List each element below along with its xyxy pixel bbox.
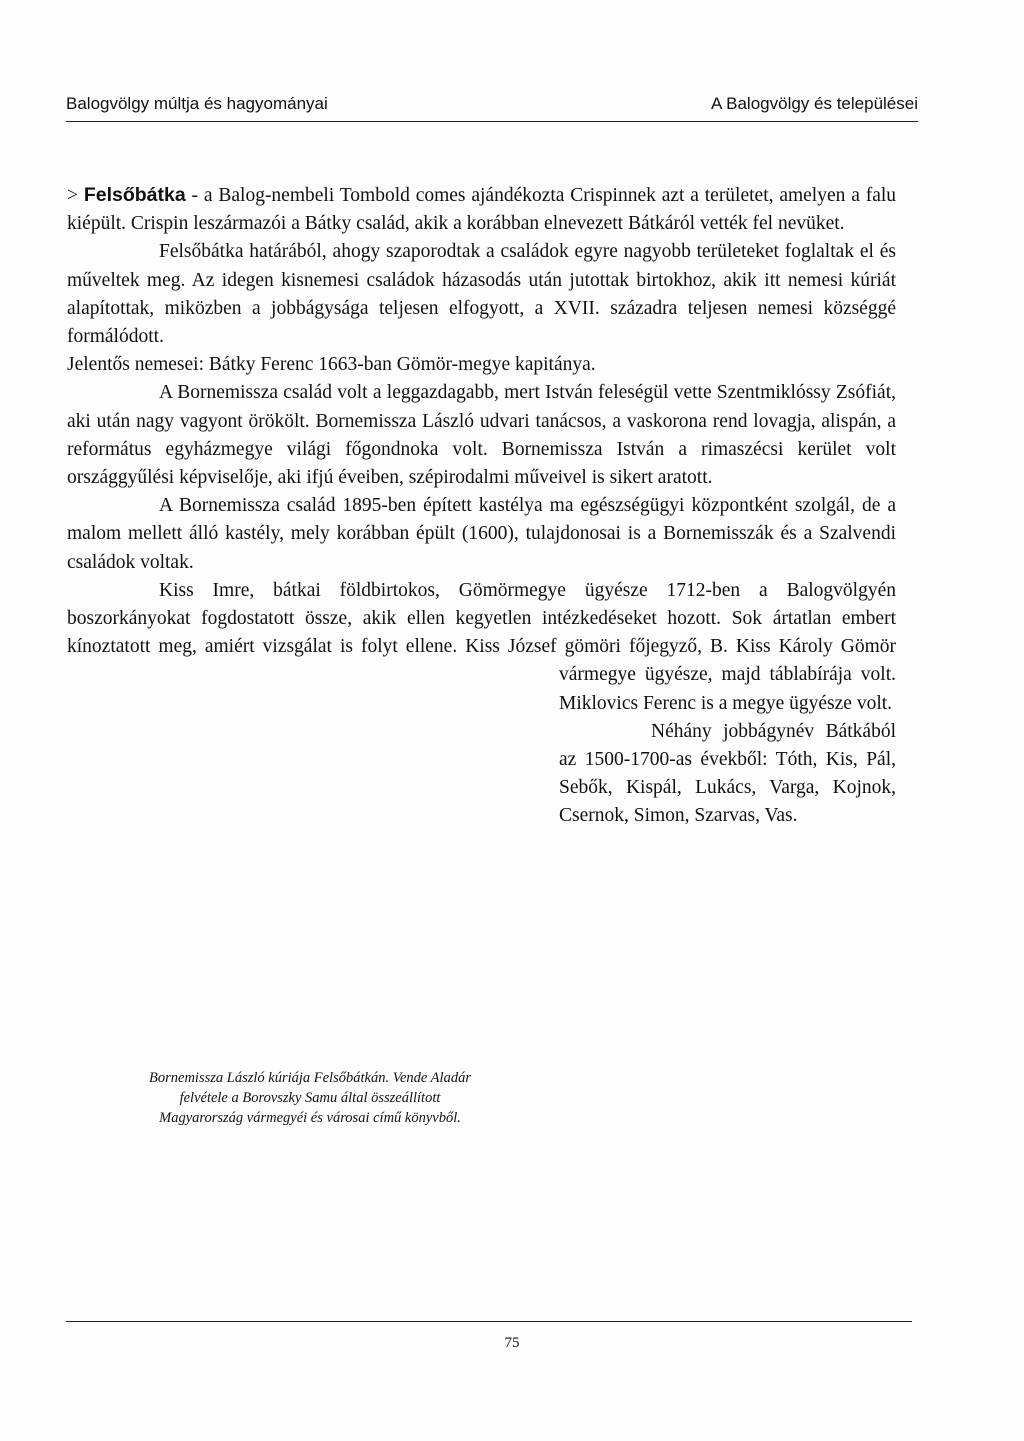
running-header: [66, 94, 918, 122]
caption-line: felvétele a Borovszky Samu által összeállított: [179, 1090, 441, 1106]
paragraph: Jelentős nemesei: Bátky Ferenc 1663-ban Gömör-megye kapitánya.: [67, 354, 596, 376]
entry-heading: Felsőbátka: [83, 184, 186, 206]
caption-line: Magyarország vármegyéi és városai című könyvből.: [159, 1110, 461, 1126]
header-right-title: A Balogvölgy és települései: [711, 94, 918, 113]
paragraph: A Bornemissza család volt a leggazdagabb, mert István feleségül vette Szentmiklóssy Zsófiát, aki után nagy vagyont örökölt. Bornemissza László udvari tanácsos, a vaskorona rend lovagja, alispán, a református egyházmegye világi főgondnoka volt. Bornemissza István a rimaszécsi kerület volt országgyűlési képviselője, aki ifjú éveiben, szépirodalmi műveivel is sikert aratott.: [67, 382, 896, 489]
page-number: 75: [504, 1335, 520, 1351]
header-left-title: Balogvölgy múltja és hagyományai: [66, 94, 328, 113]
paragraph-text: - a Balog-nembeli Tombold comes ajándékozta Crispinnek azt a területet, amelyen a falu kiépült. Crispin leszármazói a Bátky család, akik a korábban elnevezett Bátkáról vették fel nevüket.: [67, 185, 897, 235]
paragraph-felsobatka: [67, 181, 896, 238]
paragraph-text: Kiss Imre, bátkai földbirtokos, Gömörmegye ügyésze 1712-ben a Balogvölgyén boszorkányokat fogdostatott össze, akik ellen kegyetlen intézkedéseket hozott. Sok ártatlan embert kínoztatott meg, amiért vizsgálat is folyt ellene. Kiss József gömöri főjegyző, B. Kiss Károly Gömör vármegye ügyésze, majd táblabírája volt. Miklovics Ferenc is a megye ügyésze volt.: [67, 579, 896, 714]
caption-line: Bornemissza László kúriája Felsőbátkán. Vende Aladár: [149, 1070, 471, 1086]
paragraph-names: Néhány jobbágynév Bátkából az 1500-1700-as évekből: Tóth, Kis, Pál, Sebők, Kispál, Lukács, Varga, Kojnok, Csernok, Simon, Szarvas, Vas.: [559, 720, 896, 827]
paragraph: Felsőbátka határából, ahogy szaporodtak a családok egyre nagyobb területeket foglaltak el és műveltek meg. Az idegen kisnemesi családok házasodás után jutottak birtokhoz, akik itt nemesi kúriát alapítottak, miközben a jobbágysága teljesen elfogyott, a XVII. századra teljesen nemesi községgé formálódott.: [67, 241, 896, 348]
paragraph: A Bornemissza család 1895-ben épített kastélya ma egészségügyi központként szolgál, de a malom mellett álló kastély, mely korábban épült (1600), tulajdonosai is a Bornemisszák és a Szalvendi családok voltak.: [67, 495, 896, 573]
manor-photo-area: [67, 690, 549, 1055]
bullet-marker: >: [67, 185, 78, 206]
footer-rule: [66, 1321, 912, 1322]
photo-caption: [80, 1068, 540, 1128]
